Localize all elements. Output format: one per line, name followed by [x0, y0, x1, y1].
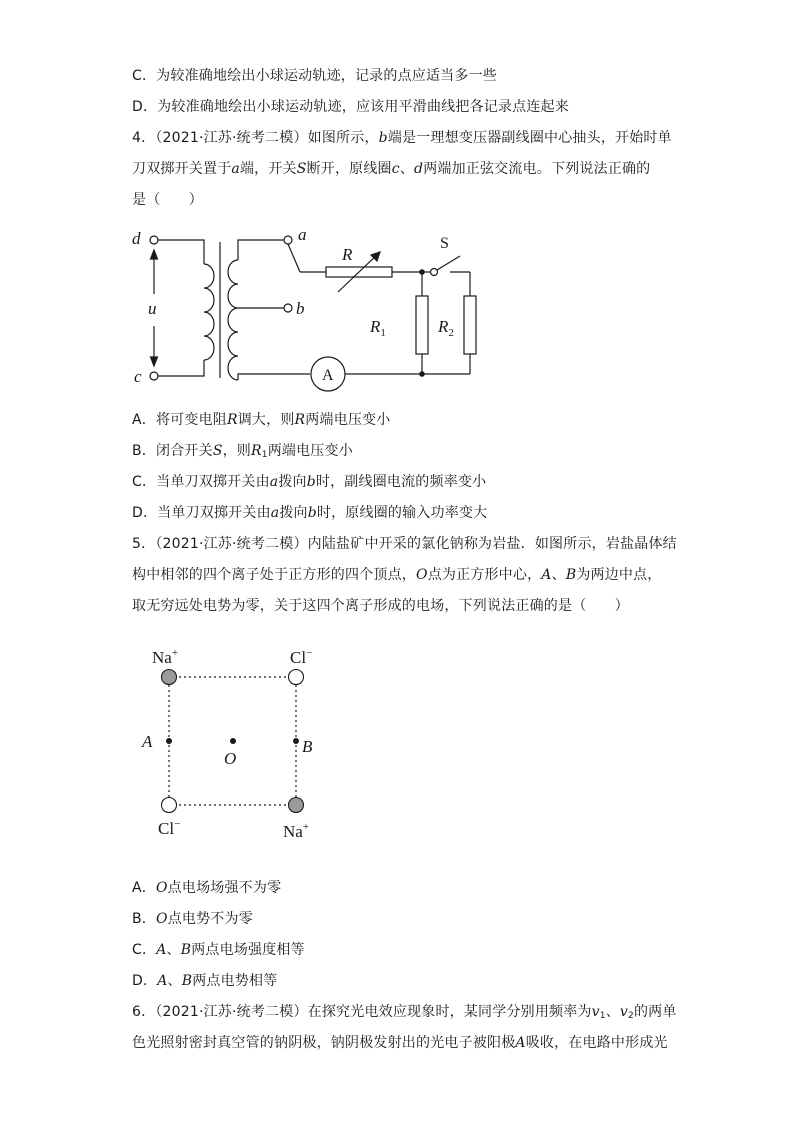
label-na-bottom: Na+: [283, 821, 310, 841]
label-r: R: [342, 245, 353, 264]
label-cl-top: Cl−: [290, 647, 313, 667]
var-a: a: [231, 161, 240, 177]
q5-stem-text: 为两边中点，: [576, 567, 662, 583]
var-b: B: [180, 942, 192, 958]
cl-ion-bottom-left: [162, 798, 177, 813]
label-b: B: [302, 737, 313, 756]
q6-source: （2021·江苏·统考二模）: [155, 1004, 308, 1020]
label-b: b: [296, 299, 305, 318]
var-v2-subscript: 2: [628, 1011, 634, 1021]
q4-stem-text: 端是一理想变压器副线圈中心抽头，开始时单: [387, 130, 672, 146]
separator: 、: [166, 942, 181, 958]
var-r1: R: [251, 443, 262, 459]
label-r2: $R_2$: [438, 317, 454, 339]
secondary-wire-a: [238, 240, 284, 260]
var-v2: v: [619, 1004, 629, 1020]
var-b: B: [565, 567, 577, 583]
q5-stem-text: 点为正方形中心，: [427, 567, 542, 583]
option-text: 两端电压变小: [305, 412, 391, 428]
var-a: A: [541, 567, 552, 583]
label-o: O: [224, 749, 237, 768]
separator: 、: [399, 161, 415, 177]
var-d: d: [414, 161, 424, 177]
label-a: A: [142, 732, 153, 751]
option-text: C．: [132, 942, 157, 958]
option-text: C．当单刀双掷开关由: [132, 474, 270, 490]
resistor-r1: [416, 296, 428, 354]
option-text: 拨向: [279, 505, 308, 521]
secondary-wire-bottom: [238, 374, 310, 380]
q6-stem-text: 在探究光电效应现象时，某同学分别用频率为: [307, 1004, 592, 1020]
var-b: b: [378, 130, 388, 146]
q4-number: 4．: [132, 130, 156, 146]
label-ammeter: A: [322, 367, 334, 384]
q4-option-b: [132, 441, 353, 465]
label-r1: $R_1$: [370, 317, 386, 339]
q4-option-a: [132, 410, 391, 430]
option-text: 点电场场强不为零: [167, 880, 282, 896]
q4-source: （2021·江苏·统考二模）: [155, 130, 308, 146]
q3-option-d-text: D．为较准确地绘出小球运动轨迹，应该用平滑曲线把各记录点连起来: [132, 99, 569, 115]
var-a: a: [269, 474, 279, 490]
var-r: R: [226, 412, 238, 428]
label-cl-bottom: Cl−: [158, 818, 181, 838]
separator: 、: [167, 973, 182, 989]
primary-wire-bottom: [158, 360, 204, 376]
switch-s-blade: [437, 256, 460, 270]
q5-stem-text: 取无穷远处电势为零，关于这四个离子形成的电场，下列说法正确的是（ ）: [132, 598, 629, 614]
q4-option-c: [132, 472, 486, 492]
var-a: A: [156, 942, 167, 958]
var-b: b: [306, 474, 316, 490]
q6-stem-text: 吸收，在电路中形成光: [525, 1035, 668, 1051]
q5-stem-line3: [132, 596, 629, 616]
option-text: D．: [132, 973, 158, 989]
voltage-arrowhead-down: [151, 357, 158, 366]
q3-option-c-text: C．为较准确地绘出小球运动轨迹，记录的点应适当多一些: [132, 68, 497, 84]
var-a: A: [157, 973, 168, 989]
junction-bottom: [420, 372, 424, 376]
var-o: O: [155, 880, 168, 896]
switch-s-contact: [431, 269, 438, 276]
q4-stem-text: 两端加正弦交流电。下列说法正确的: [423, 161, 651, 177]
q5-stem-text: 构中相邻的四个离子处于正方形的四个顶点，: [132, 567, 416, 583]
q5-stem-text: 内陆盐矿中开采的氯化钠称为岩盐．如图所示，岩盐晶体结: [307, 536, 677, 552]
q5-stem-line1: [132, 534, 677, 554]
q4-stem-line1: [132, 128, 672, 148]
option-text: B．闭合开关: [132, 443, 213, 459]
option-text: 时，原线圈的输入功率变大: [316, 505, 488, 521]
q5-option-b: [132, 909, 253, 929]
label-c: c: [134, 367, 142, 386]
label-u: u: [148, 299, 157, 318]
option-text: 调大，则: [237, 412, 295, 428]
terminal-c: [150, 372, 158, 380]
q6-stem-line1: [132, 1002, 677, 1026]
q5-stem-line2: [132, 565, 662, 585]
option-text: A．: [132, 880, 156, 896]
option-text: 两点电场强度相等: [191, 942, 305, 958]
var-a: a: [270, 505, 280, 521]
var-b: B: [181, 973, 193, 989]
option-text: 两端电压变小: [267, 443, 353, 459]
na-ion-top-left: [162, 670, 177, 685]
option-text: D．当单刀双掷开关由: [132, 505, 271, 521]
q6-number: 6．: [132, 1004, 156, 1020]
point-o: [230, 738, 236, 744]
spdt-switch-blade: [288, 244, 300, 272]
q4-stem-text: 刀双掷开关置于: [132, 161, 232, 177]
separator: 、: [551, 567, 566, 583]
q5-option-c: [132, 940, 305, 960]
terminal-b: [284, 304, 292, 312]
q6-stem-line2: [132, 1033, 668, 1053]
var-s: S: [212, 443, 223, 459]
terminal-a: [284, 236, 292, 244]
q4-stem-text: 如图所示，: [307, 130, 379, 146]
q4-stem-text: 是（ ）: [132, 192, 203, 208]
label-a: a: [298, 225, 307, 244]
option-text: 时，副线圈电流的频率变小: [315, 474, 487, 490]
option-text: 两点电势相等: [192, 973, 278, 989]
q4-circuit-diagram: [130, 222, 490, 402]
q4-stem-text: 断开，原线圈: [306, 161, 392, 177]
var-c: c: [391, 161, 400, 177]
q5-option-d: [132, 971, 277, 991]
q6-stem-text: 的两单: [633, 1004, 677, 1020]
q5-ion-square-figure: [130, 636, 350, 846]
option-text: 拨向: [278, 474, 307, 490]
var-a: A: [515, 1035, 526, 1051]
q4-option-d: [132, 503, 487, 523]
option-text: B．: [132, 911, 157, 927]
var-o: O: [156, 911, 168, 927]
primary-coil: [204, 264, 214, 360]
var-v1-subscript: 1: [599, 1011, 606, 1021]
var-o: O: [416, 567, 428, 583]
label-s: S: [440, 235, 449, 252]
secondary-coil: [228, 260, 238, 380]
q4-stem-line3: [132, 190, 203, 210]
q3-option-c: [132, 66, 497, 86]
option-text: A．将可变电阻: [132, 412, 227, 428]
var-r1-subscript: 1: [261, 450, 268, 460]
var-b: b: [307, 505, 317, 521]
primary-wire-top: [158, 240, 204, 264]
separator: 、: [605, 1004, 620, 1020]
cl-ion-top-right: [289, 670, 304, 685]
q4-stem-text: 端，开关: [239, 161, 297, 177]
point-a: [166, 738, 172, 744]
q6-stem-text: 色光照射密封真空管的钠阴极，钠阴极发射出的光电子被阳极: [132, 1035, 516, 1051]
q5-option-a: [132, 878, 281, 898]
na-ion-bottom-right: [289, 798, 304, 813]
voltage-arrowhead-up: [151, 250, 158, 259]
resistor-r2: [464, 296, 476, 354]
option-text: 点电势不为零: [167, 911, 253, 927]
terminal-d: [150, 236, 158, 244]
q5-source: （2021·江苏·统考二模）: [155, 536, 308, 552]
var-s: S: [296, 161, 307, 177]
var-r: R: [294, 412, 306, 428]
var-v1: v: [591, 1004, 600, 1020]
point-b: [293, 738, 299, 744]
option-text: ，则: [222, 443, 252, 459]
label-d: d: [132, 229, 141, 248]
q5-number: 5．: [132, 536, 156, 552]
q4-stem-line2: [132, 159, 650, 179]
q3-option-d: [132, 97, 569, 117]
label-na-top: Na+: [152, 647, 179, 667]
